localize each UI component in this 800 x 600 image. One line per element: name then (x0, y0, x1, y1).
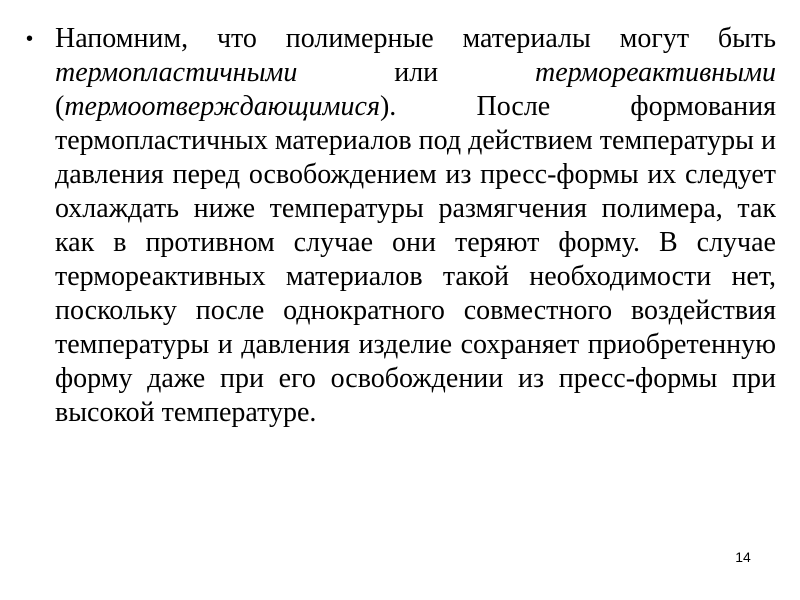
text-segment: ( (55, 91, 65, 122)
page-number: 14 (735, 549, 751, 565)
paragraph-text (55, 22, 776, 430)
italic-term-thermoplastic: термопластичными (55, 57, 298, 88)
text-segment: Напомним, что полимерные материалы могут быть (55, 23, 776, 54)
italic-term-thermocuring: термоотверждающимися (64, 91, 380, 122)
text-segment: ). После формования термопластичных материалов под действием температуры и давления перед освобождением из пресс-формы их следует охлаждать ниже температуры размягчения полимера, так как в противном случае они теряют форму. В случае термореактивных материалов такой необходимости нет, поскольку после однократного совместного воздействия температуры и давления изделие сохраняет приобретенную форму даже при его освобождении из пресс-формы при высокой температуре. (55, 91, 776, 428)
bullet-point: • (26, 28, 34, 50)
text-segment: или (297, 57, 535, 88)
italic-term-thermoset: термореактивными (534, 57, 776, 88)
